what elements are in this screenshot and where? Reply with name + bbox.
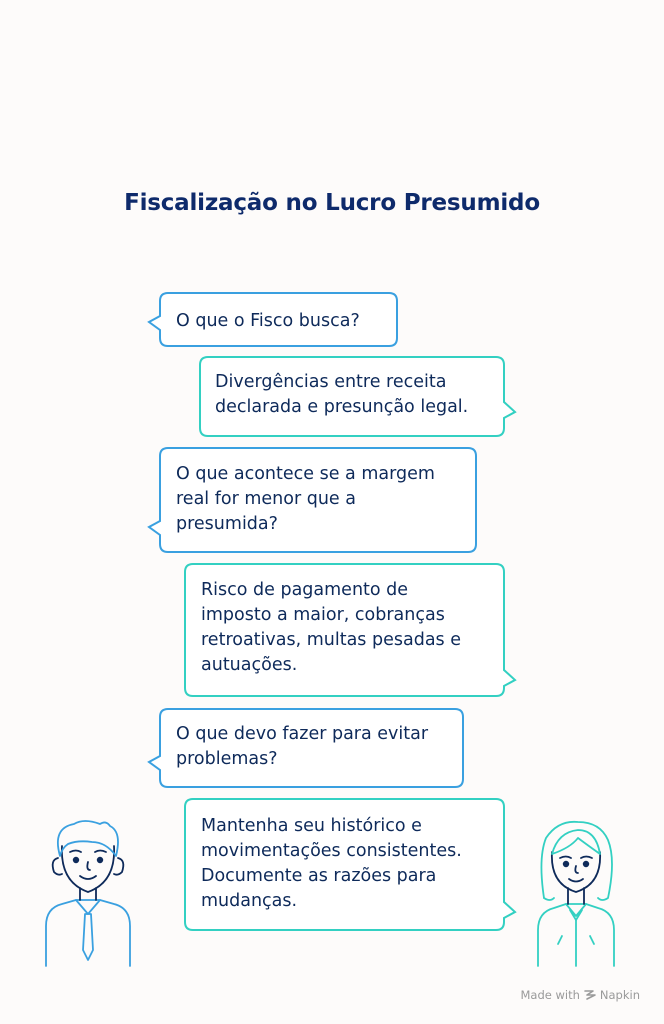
bubble-line: declarada e presunção legal. <box>215 397 469 417</box>
bubble-line: Documente as razões para <box>201 866 437 886</box>
bubble-line: retroativas, multas pesadas e <box>201 630 461 650</box>
bubble-line: O que devo fazer para evitar <box>176 724 429 744</box>
bubble-line: presumida? <box>176 514 278 534</box>
man-avatar-icon <box>40 818 136 968</box>
made-with-label: Made with <box>520 988 580 1002</box>
question-bubble-1 <box>176 309 360 334</box>
bubble-line: problemas? <box>176 749 278 769</box>
woman-avatar-icon <box>528 818 624 968</box>
question-bubble-2 <box>176 462 435 537</box>
napkin-brand: Napkin <box>599 988 640 1002</box>
bubble-line: Mantenha seu histórico e <box>201 816 422 836</box>
bubble-line: Risco de pagamento de <box>201 580 409 600</box>
question-bubble-3 <box>176 722 428 772</box>
answer-bubble-3 <box>201 814 462 914</box>
bubble-line: O que acontece se a margem <box>176 464 435 484</box>
bubble-line: autuações. <box>201 655 298 675</box>
page-title: Fiscalização no Lucro Presumido <box>124 190 540 216</box>
bubble-line: mudanças. <box>201 891 298 911</box>
napkin-logo-icon <box>584 989 596 1001</box>
bubble-line: movimentações consistentes. <box>201 841 462 861</box>
answer-bubble-1 <box>215 370 468 420</box>
answer-bubble-2 <box>201 578 461 678</box>
bubble-line: O que o Fisco busca? <box>176 311 360 331</box>
bubble-line: Divergências entre receita <box>215 372 447 392</box>
made-with-napkin <box>521 988 641 1002</box>
bubble-line: imposto a maior, cobranças <box>201 605 445 625</box>
bubble-line: real for menor que a <box>176 489 356 509</box>
